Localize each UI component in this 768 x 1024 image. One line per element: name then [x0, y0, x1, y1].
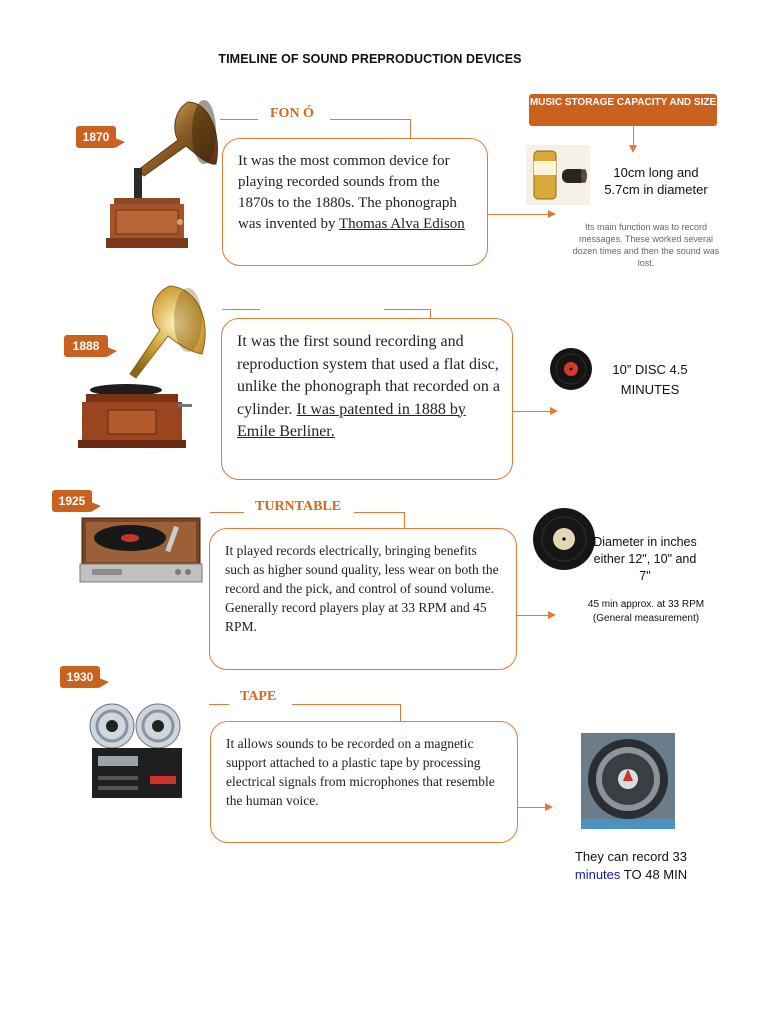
description-box-1888: [221, 318, 513, 480]
year-badge-1888: 1888: [64, 335, 108, 357]
note-text-1925: 45 min approx. at 33 RPM (General measurement): [587, 599, 705, 624]
connector-line: [330, 119, 410, 120]
year-badge-1930: 1930: [60, 666, 100, 688]
connector-line: [292, 704, 400, 705]
arrow-right: [512, 411, 556, 412]
connector-line: [384, 309, 430, 310]
gramophone-image: [74, 282, 212, 454]
section-heading-turntable: TURNTABLE: [255, 499, 342, 514]
year-badge-1870: 1870: [76, 126, 116, 148]
capacity-text-1925: Diameter in inches either 12", 10" and 7": [593, 535, 697, 583]
description-text: It allows sounds to be recorded on a magnetic support attached to a plastic tape by processing electrical signals from microphones that resemble the human voice.: [226, 736, 495, 808]
inventor-link: Thomas Alva Edison: [338, 216, 465, 232]
connector-line: [209, 704, 229, 705]
description-text: It was the first sound recording and reproduction system that used a flat disc, unlike the phonograph that recorded on a cylinder. It was patented in 1888 by Emile Berliner.: [237, 333, 501, 440]
connector-line: [210, 512, 244, 513]
note-text-1870: Its main function was to record messages. These worked several dozen times and then the sound was lost.: [572, 222, 720, 268]
minutes-link[interactable]: minutes: [574, 867, 621, 882]
section-heading-fono: FON Ó: [270, 106, 314, 121]
arrow-right: [517, 807, 551, 808]
description-box-1870: [222, 138, 488, 266]
turntable-image: [78, 508, 204, 586]
arrow-down-icon: [629, 145, 637, 153]
connector-line: [404, 512, 405, 528]
capacity-text-1870: 10cm long and 5.7cm in diameter: [604, 165, 708, 197]
description-text: It played records electrically, bringing benefits such as higher sound quality, less wear on both the record and the pick, and control of sound volume. Generally record players play at 33 RPM and 45 RPM.: [225, 543, 499, 634]
description-box-1930: [210, 721, 518, 843]
description-text: It was the most common device for playing recorded sounds from the 1870s to the 1880s. The phonograph was invented by Thomas Alva Edison: [238, 153, 465, 232]
arrow-right: [516, 615, 554, 616]
vinyl-disc-icon: [549, 347, 593, 391]
connector-line: [400, 704, 401, 722]
connector-line: [220, 119, 258, 120]
capacity-text-1930: They can record 33 minutes TO 48 MIN: [574, 849, 688, 882]
phonograph-image: [100, 96, 222, 256]
patent-link: It was patented in 1888 by Emile Berliner.: [237, 400, 466, 440]
tape-reel-image: [581, 733, 675, 829]
banner-connector: [633, 125, 634, 147]
storage-capacity-banner: MUSIC STORAGE CAPACITY AND SIZE: [529, 94, 717, 126]
connector-line: [222, 309, 260, 310]
wax-cylinder-image: [526, 145, 590, 205]
capacity-text-1888: 10” DISC 4.5 MINUTES: [612, 362, 688, 397]
tape-recorder-image: [82, 702, 190, 802]
connector-line: [410, 119, 411, 139]
page-title: TIMELINE OF SOUND PREPRODUCTION DEVICES: [218, 52, 522, 66]
year-badge-1925: 1925: [52, 490, 92, 512]
description-box-1925: [209, 528, 517, 670]
arrow-right: [488, 214, 554, 215]
section-heading-tape: TAPE: [240, 689, 277, 704]
connector-line: [354, 512, 404, 513]
